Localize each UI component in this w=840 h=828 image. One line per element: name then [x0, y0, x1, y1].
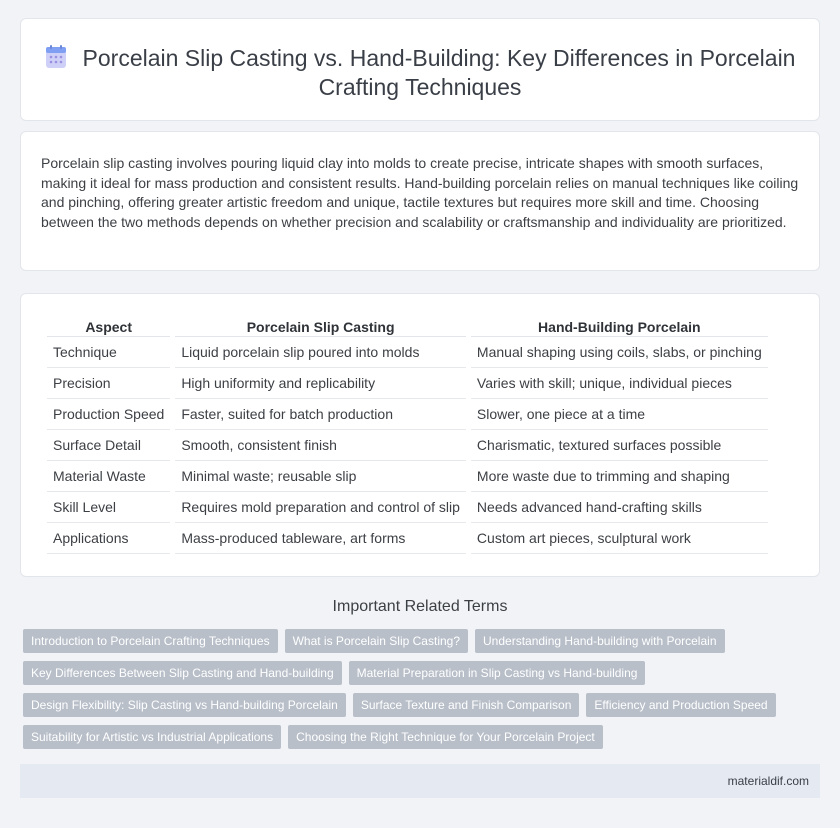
- hand-building-cell: Charismatic, textured surfaces possible: [471, 430, 768, 461]
- table-row: [47, 461, 768, 492]
- summary-text: Porcelain slip casting involves pouring liquid clay into molds to create precise, intricate shapes with smooth surfaces, making it ideal for mass production and consistent results. Hand-building porcelain relies on manual techniques like coiling and pinching, offering greater artistic freedom and unique, tactile textures but requires more skill and time. Choosing between the two methods depends on whether precision and scalability or craftsmanship and individuality are prioritized.: [41, 155, 799, 230]
- table-row: [47, 492, 768, 523]
- page-title: Porcelain Slip Casting vs. Hand-Building: Key Differences in Porcelain Crafting Techniques: [82, 45, 796, 100]
- slip-casting-cell: Minimal waste; reusable slip: [175, 461, 466, 492]
- table-row: [47, 430, 768, 461]
- aspect-cell: Precision: [47, 368, 170, 399]
- hand-building-cell: Needs advanced hand-crafting skills: [471, 492, 768, 523]
- page-title-wrap: [21, 44, 819, 102]
- slip-casting-cell: Liquid porcelain slip poured into molds: [175, 337, 466, 368]
- hand-building-cell: Varies with skill; unique, individual pieces: [471, 368, 768, 399]
- related-term-link[interactable]: Suitability for Artistic vs Industrial Applications: [23, 725, 281, 749]
- slip-casting-cell: Smooth, consistent finish: [175, 430, 466, 461]
- aspect-cell: Production Speed: [47, 399, 170, 430]
- table-row: [47, 368, 768, 399]
- related-terms-list: [23, 629, 813, 749]
- slip-casting-cell: Requires mold preparation and control of slip: [175, 492, 466, 523]
- footer-site-link[interactable]: materialdif.com: [727, 774, 809, 788]
- table-row: [47, 399, 768, 430]
- related-term-link[interactable]: Choosing the Right Technique for Your Porcelain Project: [288, 725, 603, 749]
- header-slip-casting: Porcelain Slip Casting: [175, 315, 466, 337]
- document-icon: [45, 45, 67, 69]
- slip-casting-cell: High uniformity and replicability: [175, 368, 466, 399]
- hand-building-cell: More waste due to trimming and shaping: [471, 461, 768, 492]
- related-term-link[interactable]: What is Porcelain Slip Casting?: [285, 629, 468, 653]
- title-card: [20, 18, 820, 121]
- related-term-link[interactable]: Material Preparation in Slip Casting vs Hand-building: [349, 661, 646, 685]
- comparison-table: [42, 315, 773, 554]
- related-terms-title: Important Related Terms: [332, 598, 508, 615]
- related-term-link[interactable]: Design Flexibility: Slip Casting vs Hand-building Porcelain: [23, 693, 346, 717]
- aspect-cell: Surface Detail: [47, 430, 170, 461]
- aspect-cell: Skill Level: [47, 492, 170, 523]
- slip-casting-cell: Mass-produced tableware, art forms: [175, 523, 466, 554]
- related-term-link[interactable]: Understanding Hand-building with Porcelain: [475, 629, 724, 653]
- hand-building-cell: Slower, one piece at a time: [471, 399, 768, 430]
- related-term-link[interactable]: Surface Texture and Finish Comparison: [353, 693, 580, 717]
- table-row: [47, 523, 768, 554]
- header-aspect: Aspect: [47, 315, 170, 337]
- table-row: [47, 337, 768, 368]
- hand-building-cell: Custom art pieces, sculptural work: [471, 523, 768, 554]
- table-header-row: [47, 315, 768, 337]
- footer: [20, 764, 820, 798]
- related-term-link[interactable]: Key Differences Between Slip Casting and Hand-building: [23, 661, 342, 685]
- slip-casting-cell: Faster, suited for batch production: [175, 399, 466, 430]
- related-term-link[interactable]: Efficiency and Production Speed: [586, 693, 775, 717]
- aspect-cell: Material Waste: [47, 461, 170, 492]
- aspect-cell: Applications: [47, 523, 170, 554]
- header-hand-building: Hand-Building Porcelain: [471, 315, 768, 337]
- hand-building-cell: Manual shaping using coils, slabs, or pinching: [471, 337, 768, 368]
- aspect-cell: Technique: [47, 337, 170, 368]
- summary-card: [20, 131, 820, 271]
- comparison-card: [20, 293, 820, 577]
- related-term-link[interactable]: Introduction to Porcelain Crafting Techniques: [23, 629, 278, 653]
